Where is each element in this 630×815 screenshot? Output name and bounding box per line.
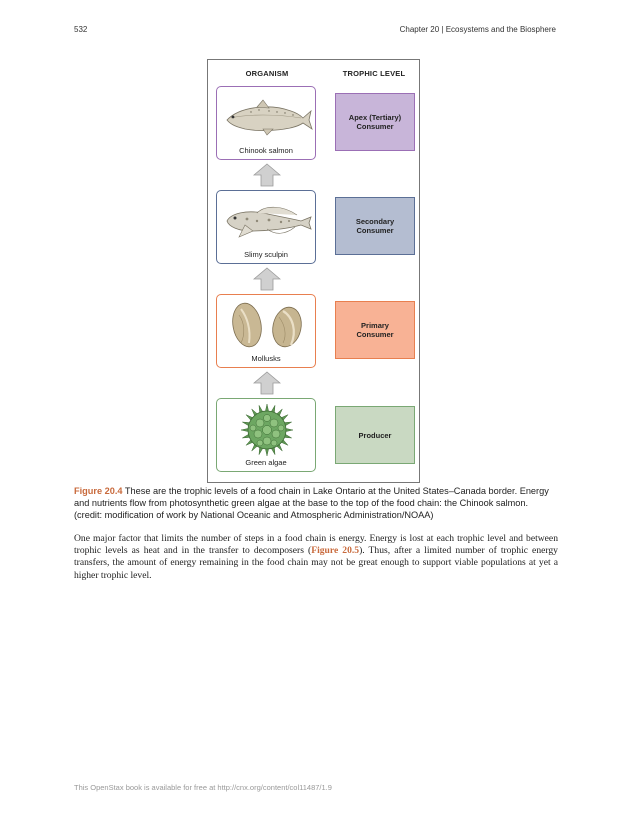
flow-arrow-icon <box>253 267 281 291</box>
page-footer: This OpenStax book is available for free at http://cnx.org/content/col11487/1.9 <box>74 783 332 792</box>
body-text-end: ). Thus, after a limited number of trophic energy transfers, the amount of energy remaining in the food chain may not be great enough to support viable populations at yet a higher trophic level. <box>74 545 558 581</box>
figure-caption <box>74 485 558 522</box>
body-paragraph <box>74 533 558 582</box>
figure-20-5-link[interactable]: Figure 20.5 <box>311 545 360 557</box>
algae-icon <box>217 399 317 461</box>
organism-label: Slimy sculpin <box>244 250 288 259</box>
organism-column-header: ORGANISM <box>245 69 289 78</box>
trophic-level-primary-consumer: Primary Consumer <box>335 301 415 359</box>
organism-label: Mollusks <box>251 354 281 363</box>
organism-box-green-algae <box>216 398 316 472</box>
trophic-level-producer: Producer <box>335 406 415 464</box>
organism-box-mollusks <box>216 294 316 368</box>
caption-text: These are the trophic levels of a food chain in Lake Ontario at the United States–Canada border. Energy and nutrients flow from photosynthetic green algae at the base to the top of the food chain: the Chinook salmon. (credit: modification of work by National Oceanic and Atmospheric Administration/NOAA) <box>74 486 549 521</box>
page-number: 532 <box>74 25 88 34</box>
organism-label: Chinook salmon <box>239 146 293 155</box>
organism-label: Green algae <box>245 458 287 467</box>
food-chain-figure <box>207 59 420 483</box>
trophic-level-secondary-consumer: Secondary Consumer <box>335 197 415 255</box>
mollusk-icon <box>217 295 317 357</box>
flow-arrow-icon <box>253 163 281 187</box>
organism-box-chinook-salmon <box>216 86 316 160</box>
trophic-level-column-header: TROPHIC LEVEL <box>342 69 406 78</box>
trophic-level-apex-consumer: Apex (Tertiary) Consumer <box>335 93 415 151</box>
salmon-icon <box>217 87 317 149</box>
organism-box-slimy-sculpin <box>216 190 316 264</box>
chapter-title: Chapter 20 | Ecosystems and the Biosphere <box>399 25 556 34</box>
body-text-start: One major factor that limits the number of steps in a food chain is energy. Energy is lost at each trophic level and between trophic levels as heat and in the transfer to decomposers ( <box>74 533 558 557</box>
figure-label: Figure 20.4 <box>74 486 123 496</box>
flow-arrow-icon <box>253 371 281 395</box>
sculpin-icon <box>217 191 317 253</box>
